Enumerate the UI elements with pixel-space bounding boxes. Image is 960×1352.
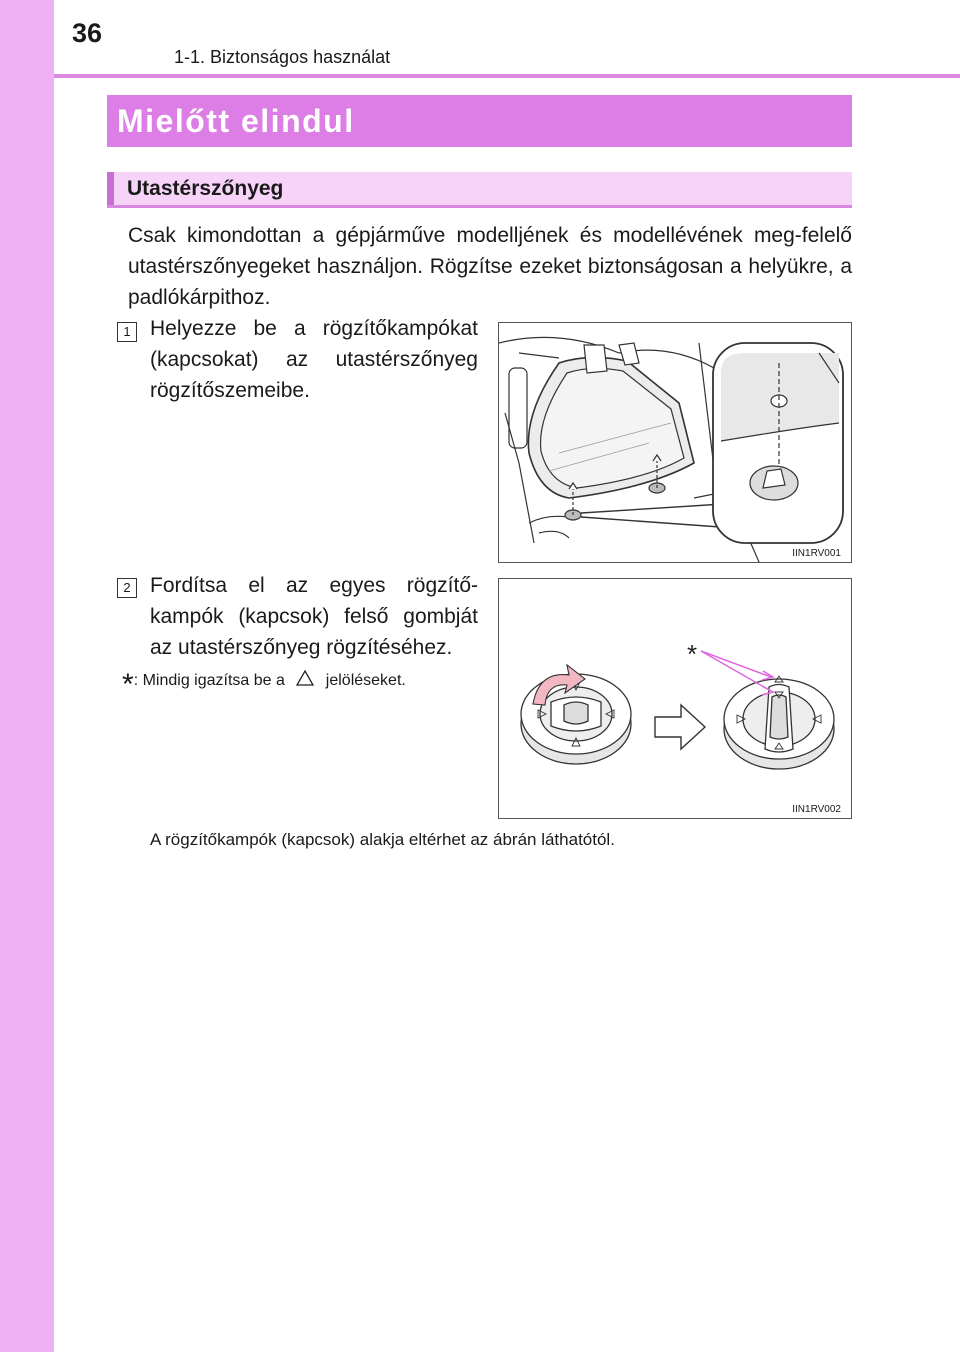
subsection-accent bbox=[107, 172, 114, 205]
step-2-text: Fordítsa el az egyes rögzítő-kampók (kapcsok) felső gombját az utastérszőnyeg rögzítéséhez. bbox=[150, 574, 478, 659]
right-arrow-icon bbox=[655, 705, 705, 749]
subsection-heading bbox=[107, 172, 852, 208]
note-suffix: jelöléseket. bbox=[325, 672, 406, 689]
figure-2-code: IIN1RV002 bbox=[792, 804, 841, 815]
intro-paragraph: Csak kimondottan a gépjárműve modelljének és modellévének meg-felelő utastérszőnyegeket használjon. Rögzítse ezeket biztonságosan a helyükre, a padlókárpithoz. bbox=[128, 224, 852, 309]
running-head: 1-1. Biztonságos használat bbox=[174, 47, 391, 67]
figure-2-star: * bbox=[687, 639, 698, 669]
note-prefix: : Mindig igazítsa be a bbox=[133, 672, 285, 689]
figure-1-code: IIN1RV001 bbox=[792, 548, 841, 559]
side-tab-bar bbox=[0, 0, 54, 1352]
note-star: * bbox=[122, 668, 134, 701]
hook-rotation-illustration bbox=[499, 579, 851, 818]
header-rule bbox=[54, 74, 960, 78]
footnote: A rögzítőkampók (kapcsok) alakja eltérhet az ábrán láthatótól. bbox=[150, 830, 615, 849]
alignment-note bbox=[122, 668, 406, 702]
subsection-title: Utastérszőnyeg bbox=[127, 177, 284, 200]
step-1-number: 1 bbox=[117, 322, 137, 342]
step-2-number: 2 bbox=[117, 578, 137, 598]
figure-2-hook-rotation bbox=[498, 578, 852, 819]
figure-1-floor-mat bbox=[498, 322, 852, 563]
page-number: 36 bbox=[72, 18, 103, 48]
floor-mat-illustration bbox=[499, 323, 851, 562]
section-title: Mielőtt elindul bbox=[107, 95, 852, 147]
step-1-text: Helyezze be a rögzítőkampókat (kapcsokat) az utastérszőnyeg rögzítőszemeibe. bbox=[150, 317, 478, 402]
outline-triangle-icon bbox=[295, 669, 315, 687]
